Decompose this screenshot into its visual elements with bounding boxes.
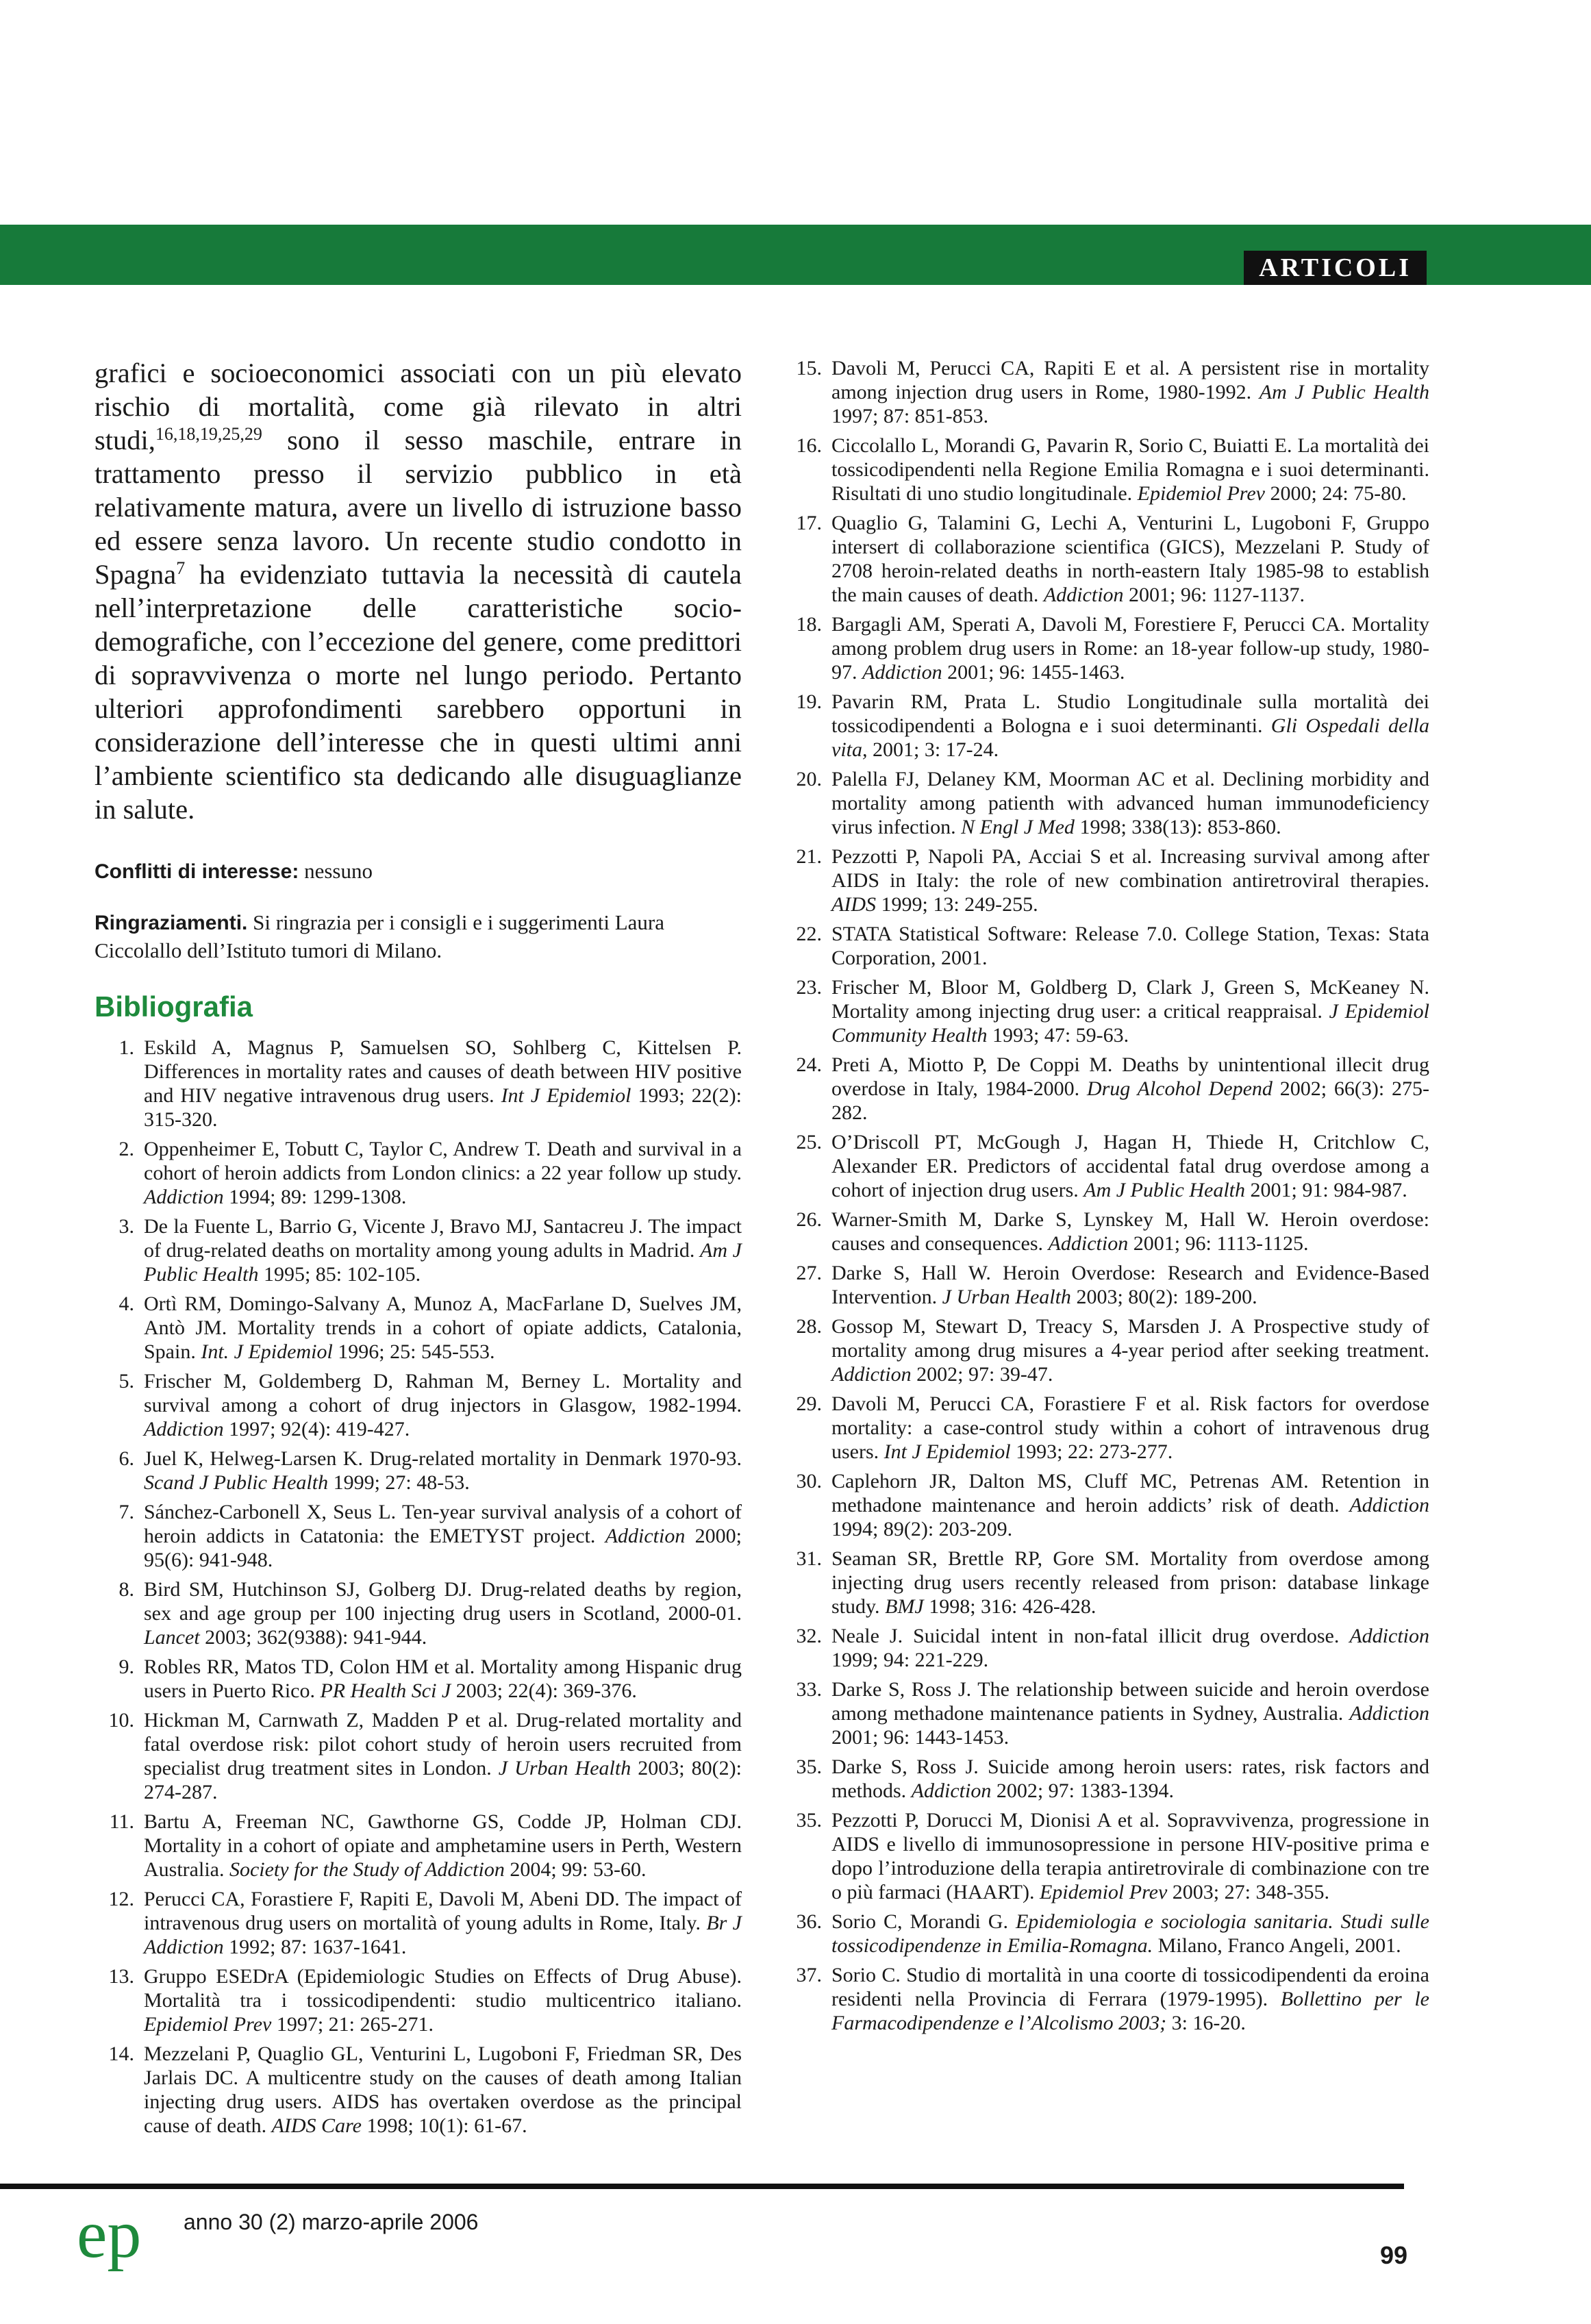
left-column (95, 356, 742, 2143)
reference-item (782, 1910, 1429, 1958)
right-column (782, 356, 1429, 2040)
reference-citation: 2002; 97: 39-47. (911, 1363, 1053, 1386)
reference-body: Frischer M, Goldemberg D, Rahman M, Berney L. Mortality and survival among a cohort of drug injectors in Glasgow, 1982-1994. (144, 1370, 742, 1416)
body-text-part1: grafici e socioeconomici associati con un più elevato rischio di mortalità, come già rilevato in altri studi, (95, 358, 742, 455)
reference-text (144, 1500, 742, 1572)
reference-item (782, 1261, 1429, 1309)
reference-text (144, 1214, 742, 1286)
reference-citation: 2001; 96: 1443-1453. (831, 1726, 1010, 1749)
reference-number: 32. (796, 1625, 822, 1647)
reference-body: Bargagli AM, Sperati A, Davoli M, Forestiere F, Perucci CA. Mortality among problem drug users in Rome: an 18-year follow-up study, 1980-97. (831, 613, 1429, 684)
reference-journal: Am J Public Health (1083, 1179, 1246, 1201)
reference-text (831, 922, 1429, 970)
citation-superscript-1: 16,18,19,25,29 (155, 424, 262, 444)
reference-text (831, 612, 1429, 684)
reference-citation: 2001; 96: 1127-1137. (1123, 584, 1305, 606)
reference-number: 5. (118, 1370, 134, 1392)
reference-citation: 1993; 47: 59-63. (987, 1024, 1129, 1047)
reference-citation: 1995; 85: 102-105. (258, 1263, 421, 1286)
reference-journal: Society for the Study of Addiction (229, 1858, 505, 1881)
conflicts-note (95, 858, 742, 886)
reference-citation: 1999; 13: 249-255. (875, 893, 1038, 916)
reference-journal: PR Health Sci J (320, 1679, 451, 1702)
reference-item (95, 1036, 742, 1132)
reference-citation: 2000; 95(6): 941-948. (144, 1525, 742, 1571)
reference-item (95, 1292, 742, 1364)
reference-journal: Addiction (144, 1418, 224, 1440)
reference-journal: Scand J Public Health (144, 1471, 329, 1494)
reference-number: 35. (796, 1809, 822, 1832)
reference-body: Robles RR, Matos TD, Colon HM et al. Mortality among Hispanic drug users in Puerto Rico. (144, 1655, 742, 1702)
reference-body: Pavarin RM, Prata L. Studio Longitudinale sulla mortalità dei tossicodipendenti a Bologna e i suoi determinanti. (831, 690, 1429, 737)
section-label: ARTICOLI (1244, 251, 1427, 285)
reference-citation: 1992; 87: 1637-1641. (223, 1936, 407, 1958)
reference-item (782, 1469, 1429, 1541)
reference-item (782, 1314, 1429, 1386)
reference-item (95, 1137, 742, 1209)
reference-journal: Gli Ospedali della vita, (831, 714, 1429, 761)
reference-number: 9. (118, 1655, 134, 1678)
reference-number: 35. (796, 1756, 822, 1778)
reference-citation: 1999; 27: 48-53. (328, 1471, 470, 1494)
reference-text (144, 2042, 742, 2138)
reference-citation: 1996; 25: 545-553. (332, 1340, 495, 1363)
reference-journal: Am J Public Health (1259, 381, 1429, 403)
reference-journal: Lancet (144, 1626, 200, 1649)
reference-number: 24. (796, 1053, 822, 1076)
reference-text (144, 1655, 742, 1703)
reference-body: Oppenheimer E, Tobutt C, Taylor C, Andrew T. Death and survival in a cohort of heroin addicts from London clinics: a 22 year follow up study. (144, 1138, 742, 1184)
reference-journal: Addiction (1048, 1232, 1129, 1255)
reference-number: 20. (796, 768, 822, 790)
reference-number: 13. (108, 1965, 134, 1988)
reference-journal: J Epidemiol Community Health (831, 1000, 1429, 1047)
reference-number: 3. (118, 1215, 134, 1238)
reference-number: 11. (109, 1810, 134, 1833)
reference-text (144, 1447, 742, 1495)
reference-body: Frischer M, Bloor M, Goldberg D, Clark J, Green S, McKeaney N. Mortality among injecting drug user: a critical reappraisal. (831, 976, 1429, 1023)
reference-number: 8. (118, 1578, 134, 1601)
reference-citation: 2003; 27: 348-355. (1167, 1881, 1329, 1903)
reference-number: 27. (796, 1262, 822, 1284)
reference-text (831, 511, 1429, 607)
reference-journal: N Engl J Med (961, 816, 1075, 838)
reference-citation: 1998; 338(13): 853-860. (1074, 816, 1281, 838)
reference-text (831, 1469, 1429, 1541)
page-number: 99 (1380, 2241, 1408, 2269)
reference-body: Pezzotti P, Napoli PA, Acciai S et al. Increasing survival among after AIDS in Italy: the role of new combination antiretroviral therapies. (831, 845, 1429, 892)
reference-text (144, 1708, 742, 1804)
reference-text (831, 1677, 1429, 1749)
reference-item (95, 1577, 742, 1649)
bibliography-title: Bibliografia (95, 990, 253, 1023)
reference-text (831, 845, 1429, 916)
reference-body: Ciccolallo L, Morandi G, Pavarin R, Sorio C, Buiatti E. La mortalità dei tossicodipendenti nella Regione Emilia Romagna e i suoi determinanti. Risultati di uno studio longitudinale. (831, 434, 1429, 505)
reference-body: Darke S, Ross J. Suicide among heroin users: rates, risk factors and methods. (831, 1756, 1429, 1802)
reference-body: Davoli M, Perucci CA, Forastiere F et al. Risk factors for overdose mortality: a case-control study within a cohort of intravenous drug users. (831, 1392, 1429, 1463)
reference-number: 16. (796, 434, 822, 457)
reference-text (144, 1810, 742, 1882)
reference-journal: Br J Addiction (144, 1912, 742, 1958)
reference-journal: J Urban Health (942, 1286, 1071, 1308)
reference-item (95, 1500, 742, 1572)
reference-item (95, 1964, 742, 2036)
reference-item (782, 767, 1429, 839)
reference-body: Neale J. Suicidal intent in non-fatal illicit drug overdose. (831, 1625, 1350, 1647)
reference-citation: 1997; 87: 851-853. (831, 405, 989, 427)
reference-journal: Am J Public Health (144, 1239, 742, 1286)
reference-body: Palella FJ, Delaney KM, Moorman AC et al. Declining morbidity and mortality among patienth with advanced human immunodeficiency virus infection. (831, 768, 1429, 838)
reference-citation: 2003; 362(9388): 941-944. (199, 1626, 427, 1649)
reference-text (144, 1577, 742, 1649)
reference-text (831, 1130, 1429, 1202)
reference-number: 29. (796, 1392, 822, 1415)
reference-number: 33. (796, 1678, 822, 1701)
reference-citation: 1993; 22(2): 315-320. (144, 1084, 742, 1131)
reference-item (95, 1447, 742, 1495)
reference-item (782, 1624, 1429, 1672)
reference-text (831, 1392, 1429, 1464)
conflicts-label: Conflitti di interesse: (95, 860, 299, 883)
reference-body: Bartu A, Freeman NC, Gawthorne GS, Codde JP, Holman CDJ. Mortality in a cohort of opiate and amphetamine users in Perth, Western Australia. (144, 1810, 742, 1881)
reference-citation: 3: 16-20. (1166, 2012, 1246, 2034)
reference-number: 18. (796, 613, 822, 636)
reference-body: Sorio C. Studio di mortalità in una coorte di tossicodipendenti da eroina residenti nella Provincia di Ferrara (1979-1995). (831, 1964, 1429, 2010)
reference-citation: 2000; 24: 75-80. (1265, 482, 1407, 505)
reference-journal: Addiction (1349, 1625, 1429, 1647)
reference-text (144, 1964, 742, 2036)
reference-journal: Addiction (862, 661, 942, 684)
reference-item (782, 1677, 1429, 1749)
reference-journal: Addiction (1043, 584, 1124, 606)
reference-text (831, 1808, 1429, 1904)
reference-number: 6. (118, 1447, 134, 1470)
reference-body: Perucci CA, Forastiere F, Rapiti E, Davoli M, Abeni DD. The impact of intravenous drug users on mortalità of young adults in Rome, Italy. (144, 1888, 742, 1934)
reference-number: 30. (796, 1470, 822, 1492)
issue-info: anno 30 (2) marzo-aprile 2006 (184, 2210, 479, 2234)
reference-journal: Addiction (605, 1525, 686, 1547)
reference-journal: Addiction (1349, 1702, 1429, 1725)
reference-text (144, 1137, 742, 1209)
reference-number: 15. (796, 357, 822, 379)
reference-citation: 2001; 96: 1455-1463. (942, 661, 1125, 684)
body-paragraph (95, 356, 742, 826)
reference-body: Bird SM, Hutchinson SJ, Golberg DJ. Drug-related deaths by region, sex and age group per 100 injecting drug users in Scotland, 2000-01. (144, 1578, 742, 1625)
reference-item (782, 1208, 1429, 1255)
reference-citation: 1994; 89: 1299-1308. (223, 1186, 407, 1208)
reference-item (782, 612, 1429, 684)
reference-text (831, 1547, 1429, 1619)
reference-body: Preti A, Miotto P, De Coppi M. Deaths by unintentional illecit drug overdose in Italy, 1984-2000. (831, 1053, 1429, 1100)
footer-rule (0, 2184, 1404, 2189)
reference-number: 28. (796, 1315, 822, 1338)
reference-text (831, 1208, 1429, 1255)
reference-text (831, 1910, 1429, 1958)
reference-citation: 2004; 99: 53-60. (504, 1858, 647, 1881)
reference-citation: 1999; 94: 221-229. (831, 1649, 989, 1671)
reference-body: Warner-Smith M, Darke S, Lynskey M, Hall W. Heroin overdose: causes and consequences. (831, 1208, 1429, 1255)
reference-item (95, 1810, 742, 1882)
thanks-value: Si ringrazia per i consigli e i suggerimenti Laura Ciccolallo dell’Istituto tumori di Milano. (95, 910, 664, 962)
reference-citation: 1998; 10(1): 61-67. (361, 2114, 527, 2137)
reference-item (782, 1808, 1429, 1904)
reference-item (95, 1369, 742, 1441)
reference-citation: 2002; 97: 1383-1394. (991, 1779, 1174, 1802)
reference-list-right (782, 356, 1429, 2035)
thanks-label: Ringraziamenti. (95, 912, 248, 934)
reference-journal: Int J Epidemiol (884, 1440, 1011, 1463)
reference-body: Gruppo ESEDrA (Epidemiologic Studies on Effects of Drug Abuse). Mortalità tra i tossicodipendenti: studio multicentrico italiano. (144, 1965, 742, 2012)
reference-text (831, 690, 1429, 762)
reference-item (782, 1130, 1429, 1202)
reference-citation: 1994; 89(2): 203-209. (831, 1518, 1013, 1540)
reference-body: Quaglio G, Talamini G, Lechi A, Venturini L, Lugoboni F, Gruppo intersert di collaborazione scientifica (GICS), Mezzelani P. Study of 2708 heroin-related deaths in north-eastern Italy 1985-98 to establish the main causes of death. (831, 512, 1429, 606)
reference-journal: Epidemiol Prev (1137, 482, 1265, 505)
reference-number: 2. (118, 1138, 134, 1160)
reference-body: Pezzotti P, Dorucci M, Dionisi A et al. Sopravvivenza, progressione in AIDS e livello di immunosopressione in persone HIV-positive prima e dopo l’introduzione della terapia antiretrovirale di combinazione con tre o più farmaci (HAART). (831, 1809, 1429, 1903)
conflicts-value: nessuno (299, 859, 373, 883)
reference-journal: AIDS Care (271, 2114, 362, 2137)
reference-number: 14. (108, 2042, 134, 2065)
reference-item (95, 2042, 742, 2138)
reference-item (782, 975, 1429, 1047)
reference-item (782, 922, 1429, 970)
reference-body: Sánchez-Carbonell X, Seus L. Ten-year survival analysis of a cohort of heroin addicts in Catatonia: the EMETYST project. (144, 1501, 742, 1547)
reference-body: Davoli M, Perucci CA, Rapiti E et al. A persistent rise in mortality among injection drug users in Rome, 1980-1992. (831, 357, 1429, 403)
reference-number: 31. (796, 1547, 822, 1570)
reference-journal: Epidemiol Prev (144, 2013, 272, 2036)
reference-journal: Addiction (911, 1779, 992, 1802)
reference-body: Darke S, Ross J. The relationship between suicide and heroin overdose among methadone maintenance patients in Sydney, Australia. (831, 1678, 1429, 1725)
reference-text (831, 1624, 1429, 1672)
reference-number: 1. (118, 1036, 134, 1059)
reference-item (782, 511, 1429, 607)
reference-number: 10. (108, 1709, 134, 1732)
reference-number: 12. (108, 1888, 134, 1910)
reference-body: Caplehorn JR, Dalton MS, Cluff MC, Petrenas AM. Retention in methadone maintenance and heroin addicts’ risk of death. (831, 1470, 1429, 1516)
reference-body: Sorio C, Morandi G. (831, 1910, 1016, 1933)
reference-citation: 2002; 66(3): 275-282. (831, 1077, 1430, 1124)
reference-citation: 1997; 21: 265-271. (271, 2013, 434, 2036)
reference-body: Mezzelani P, Quaglio GL, Venturini L, Lugoboni F, Friedman SR, Des Jarlais DC. A multicentre study on the causes of death among Italian injecting drug users. AIDS has overtaken overdose as the principal cause of death. (144, 2042, 742, 2137)
reference-number: 37. (796, 1964, 822, 1986)
reference-item (95, 1655, 742, 1703)
reference-text (144, 1036, 742, 1132)
reference-item (95, 1887, 742, 1959)
reference-text (144, 1887, 742, 1959)
reference-text (831, 975, 1429, 1047)
reference-journal: Addiction (831, 1363, 912, 1386)
reference-journal: Addiction (144, 1186, 224, 1208)
reference-citation: 2003; 80(2): 189-200. (1070, 1286, 1257, 1308)
reference-number: 36. (796, 1910, 822, 1933)
reference-item (782, 1547, 1429, 1619)
reference-journal: Bollettino per le Farmacodipendenze e l’Alcolismo 2003; (831, 1988, 1429, 2034)
reference-citation: Milano, Franco Angeli, 2001. (1153, 1934, 1401, 1957)
reference-item (782, 1053, 1429, 1125)
reference-number: 19. (796, 690, 822, 713)
reference-item (782, 690, 1429, 762)
reference-text (831, 1314, 1429, 1386)
reference-body: Ortì RM, Domingo-Salvany A, Munoz A, MacFarlane D, Suelves JM, Antò JM. Mortality trends in a cohort of opiate addicts, Catalonia, Spain. (144, 1292, 742, 1363)
reference-body: O’Driscoll PT, McGough J, Hagan H, Thiede H, Critchlow C, Alexander ER. Predictors of accidental fatal drug overdose among a cohort of injection drug users. (831, 1131, 1429, 1201)
reference-number: 26. (796, 1208, 822, 1231)
reference-item (782, 356, 1429, 428)
reference-text (831, 434, 1429, 505)
reference-journal: AIDS (831, 893, 876, 916)
reference-text (144, 1292, 742, 1364)
reference-text (831, 1261, 1429, 1309)
reference-citation: 2001; 96: 1113-1125. (1128, 1232, 1309, 1255)
reference-citation: 1993; 22: 273-277. (1010, 1440, 1173, 1463)
reference-body: Juel K, Helweg-Larsen K. Drug-related mortality in Denmark 1970-93. (144, 1447, 742, 1470)
reference-journal: Drug Alcohol Depend (1086, 1077, 1273, 1100)
reference-journal: BMJ (885, 1595, 924, 1618)
reference-citation: 1997; 92(4): 419-427. (223, 1418, 410, 1440)
reference-number: 7. (118, 1501, 134, 1523)
body-text-part2: sono il sesso maschile, entrare in trattamento presso il servizio pubblico in età relativamente matura, avere un livello di istruzione basso ed essere senza lavoro. Un recente studio condotto in Spagna (95, 425, 742, 590)
reference-citation: 2001; 3: 17-24. (867, 738, 999, 761)
reference-item (782, 1755, 1429, 1803)
body-text-part3: ha evidenziato tuttavia la necessità di cautela nell’interpretazione delle caratteristiche socio-demografiche, con l’eccezione del genere, come predittori di sopravvivenza o morte nel lungo periodo. Pertanto ulteriori approfondimenti sarebbero opportuni in considerazione dell’interesse che in questi ultimi anni l’ambiente scientifico sta dedicando alle disuguaglianze in salute. (95, 559, 742, 825)
reference-journal: Epidemiologia e sociologia sanitaria. Studi sulle tossicodipendenze in Emilia-Romagna. (831, 1910, 1429, 1957)
reference-list-left (95, 1036, 742, 2138)
thanks-note (95, 909, 742, 964)
reference-text (831, 1963, 1429, 2035)
reference-citation: 1998; 316: 426-428. (923, 1595, 1097, 1618)
journal-logo: ep (77, 2196, 142, 2272)
reference-item (782, 845, 1429, 916)
reference-number: 22. (796, 923, 822, 945)
reference-body: Seaman SR, Brettle RP, Gore SM. Mortality from overdose among injecting drug users recently released from prison: database linkage study. (831, 1547, 1429, 1618)
reference-body: Gossop M, Stewart D, Treacy S, Marsden J. A Prospective study of mortality among drug misures a 4-year period after seeking treatment. (831, 1315, 1429, 1362)
reference-text (831, 767, 1429, 839)
reference-item (782, 1392, 1429, 1464)
reference-body: Eskild A, Magnus P, Samuelsen SO, Sohlberg C, Kittelsen P. Differences in mortality rates and causes of death between HIV positive and HIV negative intravenous drug users. (144, 1036, 742, 1107)
reference-number: 25. (796, 1131, 822, 1153)
reference-item (782, 1963, 1429, 2035)
reference-journal: J Urban Health (498, 1757, 631, 1779)
reference-body: STATA Statistical Software: Release 7.0. College Station, Texas: Stata Corporation, 2001. (831, 923, 1429, 969)
reference-item (782, 434, 1429, 505)
reference-journal: Epidemiol Prev (1039, 1881, 1168, 1903)
reference-body: Darke S, Hall W. Heroin Overdose: Research and Evidence-Based Intervention. (831, 1262, 1429, 1308)
reference-number: 4. (118, 1292, 134, 1315)
reference-text (144, 1369, 742, 1441)
reference-citation: 2003; 80(2): 274-287. (144, 1757, 742, 1803)
reference-body: De la Fuente L, Barrio G, Vicente J, Bravo MJ, Santacreu J. The impact of drug-related deaths on mortality among young adults in Madrid. (144, 1215, 742, 1262)
reference-item (95, 1708, 742, 1804)
reference-citation: 2003; 22(4): 369-376. (451, 1679, 637, 1702)
reference-text (831, 356, 1429, 428)
reference-number: 23. (796, 976, 822, 999)
reference-citation: 2001; 91: 984-987. (1245, 1179, 1407, 1201)
reference-number: 17. (796, 512, 822, 534)
reference-body: Hickman M, Carnwath Z, Madden P et al. Drug-related mortality and fatal overdose risk: pilot cohort study of heroin users recruited from specialist drug treatment sites in London. (144, 1709, 742, 1779)
reference-text (831, 1755, 1429, 1803)
reference-journal: Addiction (1349, 1494, 1429, 1516)
reference-number: 21. (796, 845, 822, 868)
reference-journal: Int J Epidemiol (501, 1084, 631, 1107)
reference-item (95, 1214, 742, 1286)
reference-text (831, 1053, 1429, 1125)
citation-superscript-2: 7 (176, 558, 186, 578)
reference-journal: Int. J Epidemiol (201, 1340, 333, 1363)
